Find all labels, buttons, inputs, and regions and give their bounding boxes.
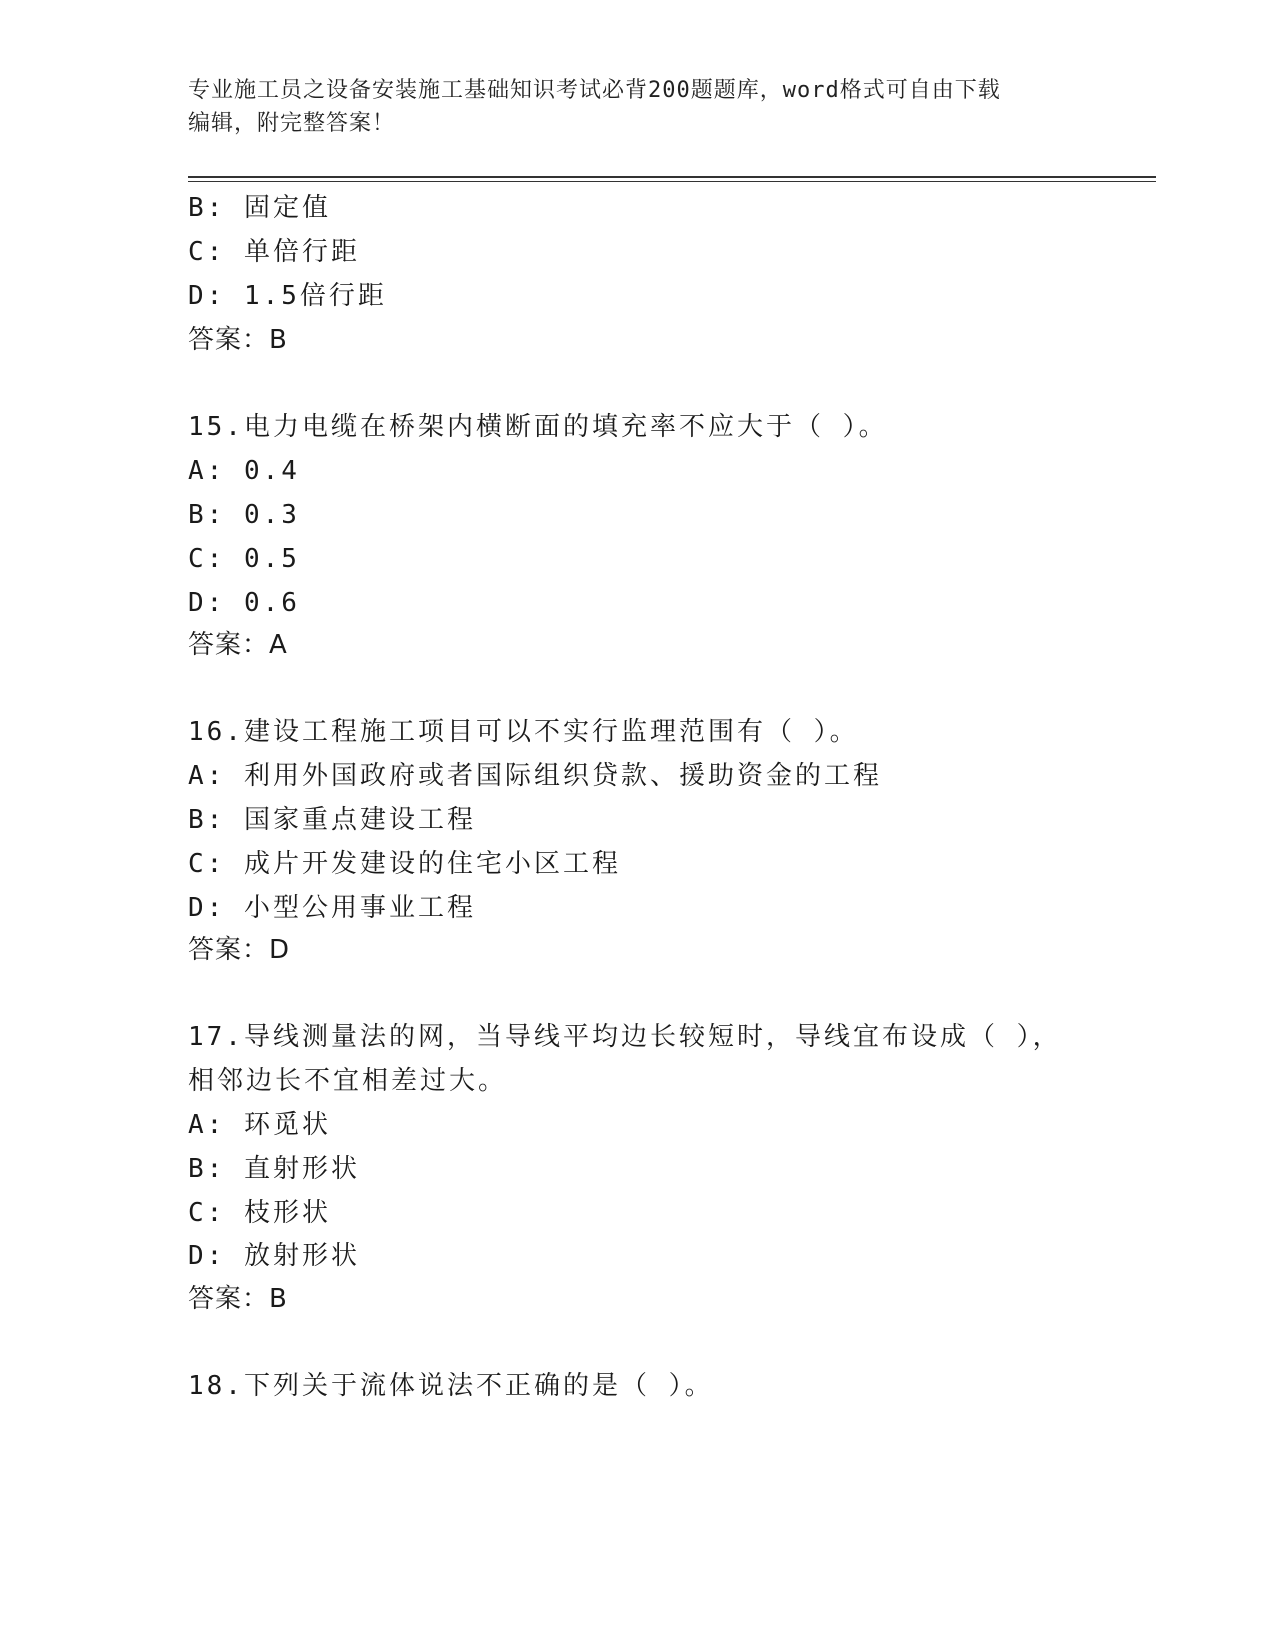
q15-option-d: D: 0.6	[188, 588, 300, 618]
q16-option-b: B: 国家重点建设工程	[188, 805, 476, 835]
q16-option-a: A: 利用外国政府或者国际组织贷款、援助资金的工程	[188, 761, 882, 791]
q15-option-b: B: 0.3	[188, 500, 300, 530]
q17-option-c: C: 枝形状	[188, 1198, 331, 1228]
header-divider-thin	[188, 181, 1156, 182]
q14-option-d: D: 1.5倍行距	[188, 281, 387, 311]
q14-option-c: C: 单倍行距	[188, 237, 360, 267]
q17-question-line2: 相邻边长不宜相差过大。	[188, 1066, 508, 1096]
q14-option-b: B: 固定值	[188, 193, 331, 223]
q16-option-c: C: 成片开发建设的住宅小区工程	[188, 849, 621, 879]
q15-question: 15.电力电缆在桥架内横断面的填充率不应大于（ ）。	[188, 412, 888, 442]
q15-option-a: A: 0.4	[188, 456, 300, 486]
q16-option-d: D: 小型公用事业工程	[188, 893, 476, 923]
q17-option-a: A: 环觅状	[188, 1110, 331, 1140]
q15-answer: 答案：A	[188, 630, 288, 660]
document-header	[188, 74, 1068, 140]
q17-option-b: B: 直射形状	[188, 1154, 360, 1184]
q17-option-d: D: 放射形状	[188, 1241, 360, 1271]
q16-question: 16.建设工程施工项目可以不实行监理范围有（ ）。	[188, 717, 859, 747]
q14-answer: 答案：B	[188, 325, 288, 355]
q17-question-line1: 17.导线测量法的网，当导线平均边长较短时，导线宜布设成（ ），	[188, 1022, 1062, 1052]
q17-answer: 答案：B	[188, 1284, 288, 1314]
header-title-line1: 专业施工员之设备安装施工基础知识考试必背200题题库，word格式可自由下载	[188, 78, 1001, 103]
q16-answer: 答案：D	[188, 935, 291, 965]
q18-question: 18.下列关于流体说法不正确的是（ ）。	[188, 1371, 714, 1401]
header-divider-thick	[188, 176, 1156, 178]
header-title-line2: 编辑，附完整答案！	[188, 111, 396, 136]
q15-option-c: C: 0.5	[188, 544, 300, 574]
